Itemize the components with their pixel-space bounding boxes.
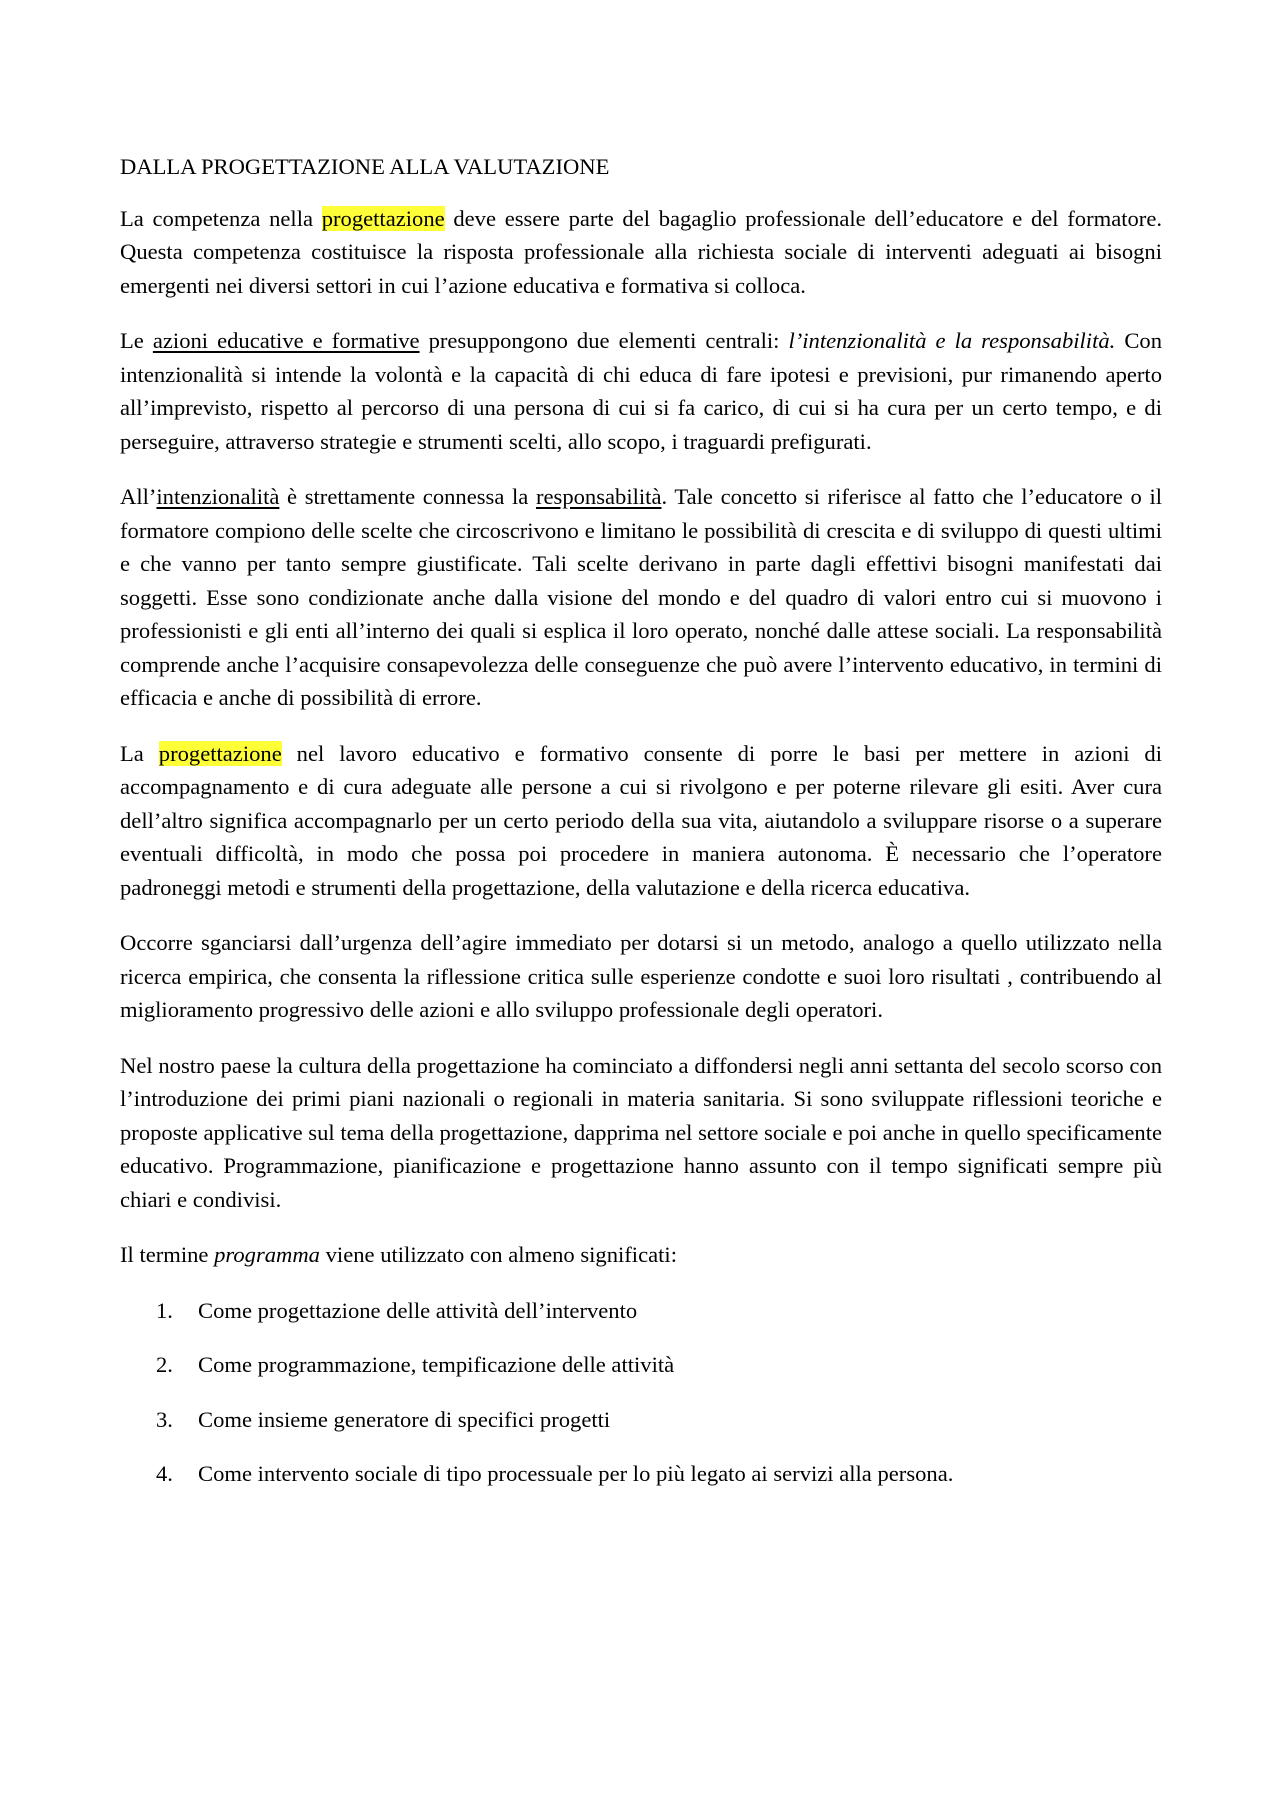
text-run: viene utilizzato con almeno significati: <box>319 1242 677 1267</box>
italic-term: l’intenzionalità e la responsabilità. <box>788 328 1116 353</box>
highlighted-term: progettazione <box>321 205 445 231</box>
text-run: Con intenzionalità si intende la volontà e la capacità di chi educa di fare ipotesi e previsioni, pur rimanendo aperto all’imprevisto, rispetto al percorso di una persona di cui si fa carico, di cui si ha cura per un certo tempo, e di perseguire, attraverso strategie e strumenti scelti, allo scopo, i traguardi prefigurati. <box>120 328 1162 454</box>
paragraph-6: Nel nostro paese la cultura della progettazione ha cominciato a diffondersi negli anni settanta del secolo scorso con l’introduzione dei primi piani nazionali o regionali in materia sanitaria. Si sono sviluppate riflessioni teoriche e proposte applicative sul tema della progettazione, dapprima nel settore sociale e poi anche in quello specificamente educativo. Programmazione, pianificazione e progettazione hanno assunto con il tempo significati sempre più chiari e condivisi. <box>120 1052 1162 1212</box>
text-run: La <box>120 740 159 766</box>
list-item <box>156 1457 1162 1491</box>
text-run: La competenza nella <box>120 205 322 231</box>
list-item-text: Come intervento sociale di tipo processuale per lo più legato ai servizi alla persona. <box>198 1461 954 1486</box>
italic-term: programma <box>214 1242 320 1267</box>
underlined-term: responsabilità <box>535 484 662 509</box>
underlined-term: intenzionalità <box>156 484 280 509</box>
numbered-list <box>120 1294 1162 1491</box>
list-item <box>156 1294 1162 1328</box>
list-item-text: Come insieme generatore di specifici progetti <box>198 1406 611 1432</box>
text-run: è strettamente connessa la <box>279 484 536 509</box>
text-run: Le <box>120 328 153 353</box>
paragraph-2 <box>120 324 1162 458</box>
paragraph-5: Occorre sganciarsi dall’urgenza dell’agire immediato per dotarsi si un metodo, analogo a quello utilizzato nella ricerca empirica, che consenta la riflessione critica sulle esperienze condotte e suoi loro risultati , contribuendo al miglioramento progressivo delle azioni e allo sviluppo professionale degli operatori. <box>120 930 1162 1022</box>
text-run: All’ <box>120 484 157 509</box>
document-title: DALLA PROGETTAZIONE ALLA VALUTAZIONE <box>120 154 610 179</box>
list-number: 4. <box>156 1461 173 1486</box>
paragraph-4 <box>120 737 1162 905</box>
text-run: Il termine <box>120 1242 215 1267</box>
text-run: . Tale concetto si riferisce al fatto che l’educatore o il formatore compiono delle scelte che circoscrivono e limitano le possibilità di crescita e di sviluppo di questi ultimi e che vanno per tanto sempre giustificate. Tali scelte derivano in parte dagli effettivi bisogni manifestati dai soggetti. Esse sono condizionate anche dalla visione del mondo e del quadro di valori entro cui si muovono i professionisti e gli enti all’interno dei quali si esplica il loro operato, nonché dalle attese sociali. La responsabilità comprende anche l’acquisire consapevolezza delle conseguenze che può avere l’intervento educativo, in termini di efficacia e anche di possibilità di errore. <box>120 484 1163 710</box>
underlined-term: azioni educative e formative <box>152 328 420 353</box>
list-item-text: Come programmazione, tempificazione delle attività <box>198 1352 675 1377</box>
highlighted-term: progettazione <box>158 740 282 766</box>
paragraph-1 <box>120 202 1162 303</box>
list-item <box>156 1403 1162 1437</box>
list-number: 2. <box>156 1352 173 1377</box>
list-number: 1. <box>156 1297 173 1323</box>
list-item <box>156 1348 1162 1382</box>
list-item-text: Come progettazione delle attività dell’intervento <box>198 1297 638 1323</box>
list-number: 3. <box>156 1406 173 1432</box>
text-run: nel lavoro educativo e formativo consente di porre le basi per mettere in azioni di accompagnamento e di cura adeguate alle persone a cui si rivolgono e per poterne rilevare gli esiti. Aver cura dell’altro significa accompagnarlo per un certo periodo della sua vita, aiutandolo a sviluppare risorse o a superare eventuali difficoltà, in modo che possa poi procedere in maniera autonoma. È necessario che l’operatore padroneggi metodi e strumenti della progettazione, della valutazione e della ricerca educativa. <box>120 740 1162 900</box>
paragraph-3 <box>120 480 1162 715</box>
text-run: deve essere parte del bagaglio professionale dell’educatore e del formatore. Questa competenza costituisce la risposta professionale alla richiesta sociale di interventi adeguati ai bisogni emergenti nei diversi settori in cui l’azione educativa e formativa si colloca. <box>120 205 1162 298</box>
paragraph-7 <box>120 1238 1162 1272</box>
text-run: presuppongono due elementi centrali: <box>419 328 789 353</box>
